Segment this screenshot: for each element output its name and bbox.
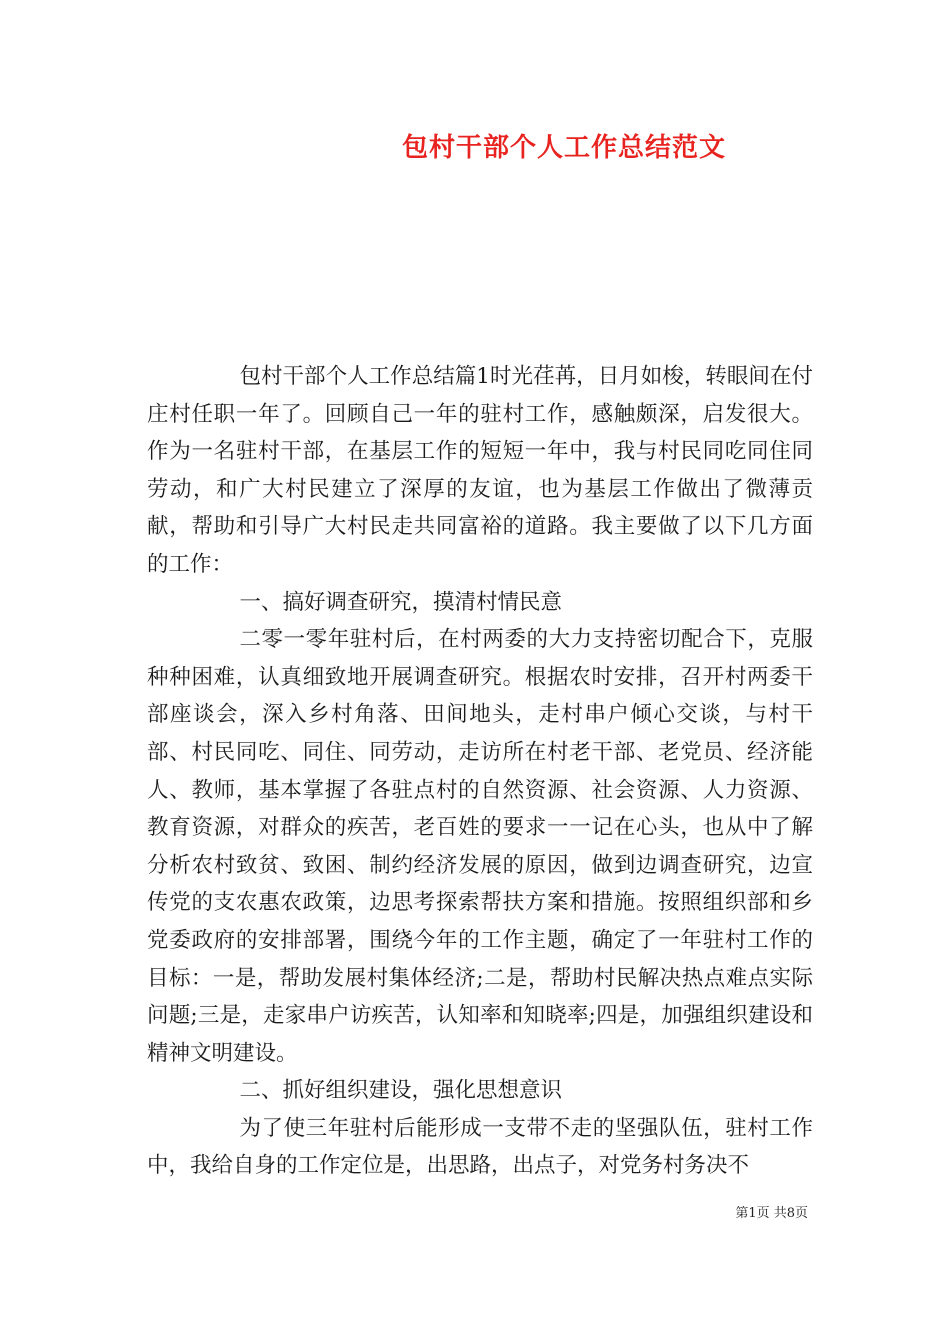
section-heading-1: 一、搞好调查研究，摸清村情民意 (239, 589, 562, 615)
paragraph-organization: 为了使三年驻村后能形成一支带不走的坚强队伍，驻村工作中，我给自身的工作定位是，出思路，出点子，对党务村务决不 (147, 1115, 813, 1179)
paragraph-research: 二零一零年驻村后，在村两委的大力支持密切配合下，克服种种困难，认真细致地开展调查研究。根据农时安排，召开村两委干部座谈会，深入乡村角落、田间地头，走村串户倾心交谈，与村干部、村民同吃、同住、同劳动，走访所在村老干部、老党员、经济能人、教师，基本掌握了各驻点村的自然资源、社会资源、人力资源、教育资源，对群众的疾苦，老百姓的要求一一记在心头，也从中了解分析农村致贫、致困、制约经济发展的原因，做到边调查研究，边宣传党的支农惠农政策，边思考探索帮扶方案和措施。按照组织部和乡党委政府的安排部署，围绕今年的工作主题，确定了一年驻村工作的目标：一是，帮助发展村集体经济;二是，帮助村民解决热点难点实际问题;三是，走家串户访疾苦，认知率和知晓率;四是，加强组织建设和精神文明建设。 (147, 627, 813, 1066)
document-title: 包村干部个人工作总结范文 (401, 133, 726, 163)
paragraph-intro: 包村干部个人工作总结篇1时光荏苒，日月如梭，转眼间在付庄村任职一年了。回顾自己一年的驻村工作，感触颇深，启发很大。作为一名驻村干部，在基层工作的短短一年中，我与村民同吃同住同劳动，和广大村民建立了深厚的友谊，也为基层工作做出了微薄贡献，帮助和引导广大村民走共同富裕的道路。我主要做了以下几方面的工作： (147, 364, 813, 577)
page-number-footer: 第1页 共8页 (735, 1206, 808, 1221)
section-heading-2: 二、抓好组织建设，强化思想意识 (239, 1078, 562, 1104)
document-body (147, 358, 813, 1185)
